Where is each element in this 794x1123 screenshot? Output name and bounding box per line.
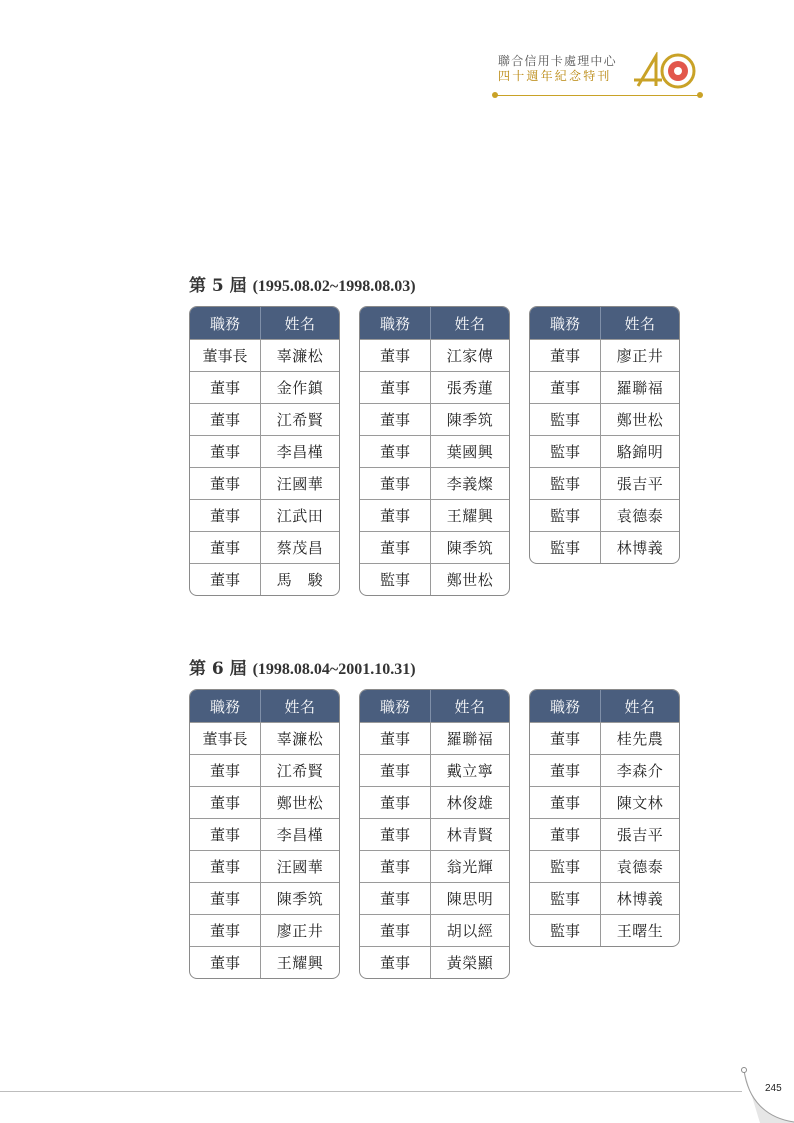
- name-cell: 胡以經: [446, 922, 494, 940]
- table-row: [190, 786, 339, 818]
- header-name: 姓名: [454, 697, 486, 716]
- term-label: 第 6 屆: [189, 659, 247, 679]
- roster-table-term6-col1: [189, 689, 340, 979]
- role-cell: 董事: [190, 755, 261, 786]
- role-cell: 監事: [530, 532, 601, 563]
- name-cell: 袁德泰: [616, 507, 664, 525]
- role-cell: 董事: [360, 404, 431, 435]
- role-cell: 董事: [360, 468, 431, 499]
- role-cell: 董事: [360, 915, 431, 946]
- name-cell: 王耀興: [276, 954, 324, 972]
- role-cell: 董事: [530, 787, 601, 818]
- table-row: [530, 531, 679, 563]
- role-cell: 董事: [190, 500, 261, 531]
- role-cell: 董事: [360, 372, 431, 403]
- table-row: [190, 371, 339, 403]
- role-cell: 董事: [360, 819, 431, 850]
- table-row: [360, 403, 509, 435]
- roster-table-term5-col2: [359, 306, 510, 596]
- footer-rule: [0, 1091, 742, 1092]
- header-role: 職務: [360, 307, 431, 339]
- table-row: [190, 946, 339, 978]
- role-cell: 董事: [190, 915, 261, 946]
- roster-header: [530, 307, 679, 339]
- name-cell: 張吉平: [616, 826, 664, 844]
- role-cell: 董事: [530, 340, 601, 371]
- header-role: 職務: [190, 690, 261, 722]
- table-row: [360, 499, 509, 531]
- role-cell: 董事: [360, 723, 431, 754]
- table-row: [360, 339, 509, 371]
- table-row: [530, 467, 679, 499]
- name-cell: 汪國華: [276, 858, 324, 876]
- table-row: [530, 754, 679, 786]
- name-cell: 廖正井: [276, 922, 324, 940]
- role-cell: 監事: [530, 404, 601, 435]
- name-cell: 林博義: [616, 539, 664, 557]
- table-row: [530, 435, 679, 467]
- table-row: [530, 403, 679, 435]
- name-cell: 林俊雄: [446, 794, 494, 812]
- table-row: [530, 818, 679, 850]
- table-row: [190, 850, 339, 882]
- role-cell: 董事: [360, 340, 431, 371]
- term-date-range: (1995.08.02~1998.08.03): [252, 278, 416, 295]
- section-title-term-5: [189, 271, 416, 296]
- name-cell: 辜濂松: [276, 730, 324, 748]
- role-cell: 董事: [360, 436, 431, 467]
- name-cell: 葉國興: [446, 443, 494, 461]
- name-cell: 林青賢: [446, 826, 494, 844]
- roster-header: [530, 690, 679, 722]
- roster-table-term5-col3: [529, 306, 680, 564]
- role-cell: 董事: [190, 532, 261, 563]
- role-cell: 董事: [190, 947, 261, 978]
- name-cell: 陳季筑: [276, 890, 324, 908]
- role-cell: 董事長: [190, 723, 261, 754]
- role-cell: 董事: [190, 787, 261, 818]
- term-date-range: (1998.08.04~2001.10.31): [252, 661, 416, 678]
- table-row: [530, 499, 679, 531]
- roster-table-term5-col1: [189, 306, 340, 596]
- table-row: [190, 531, 339, 563]
- role-cell: 董事: [360, 883, 431, 914]
- header-name: 姓名: [624, 314, 656, 333]
- role-cell: 監事: [530, 436, 601, 467]
- table-row: [530, 850, 679, 882]
- name-cell: 鄭世松: [616, 411, 664, 429]
- header-role: 職務: [530, 307, 601, 339]
- name-cell: 江家傳: [446, 347, 494, 365]
- header-rule-dot-right: [697, 92, 703, 98]
- page-number: 245: [765, 1083, 782, 1094]
- role-cell: 監事: [530, 851, 601, 882]
- name-cell: 馬 駿: [276, 571, 324, 589]
- name-cell: 江武田: [276, 507, 324, 525]
- name-cell: 陳季筑: [446, 539, 494, 557]
- name-cell: 蔡茂昌: [276, 539, 324, 557]
- role-cell: 董事: [360, 851, 431, 882]
- table-row: [530, 786, 679, 818]
- name-cell: 鄭世松: [446, 571, 494, 589]
- table-row: [190, 882, 339, 914]
- header-text: [498, 54, 617, 84]
- header-name: 姓名: [284, 314, 316, 333]
- corner-dot-icon: [742, 1068, 747, 1073]
- table-row: [360, 371, 509, 403]
- section-title-term-6: [189, 654, 416, 679]
- name-cell: 袁德泰: [616, 858, 664, 876]
- footer-page-corner: [730, 1060, 794, 1123]
- table-row: [190, 435, 339, 467]
- header-role: 職務: [190, 307, 261, 339]
- table-row: [360, 914, 509, 946]
- table-row: [190, 403, 339, 435]
- name-cell: 張吉平: [616, 475, 664, 493]
- name-cell: 鄭世松: [276, 794, 324, 812]
- roster-table-term6-col3: [529, 689, 680, 947]
- role-cell: 董事: [530, 755, 601, 786]
- table-row: [190, 722, 339, 754]
- role-cell: 董事: [360, 787, 431, 818]
- name-cell: 辜濂松: [276, 347, 324, 365]
- header-org-name: 聯合信用卡處理中心: [498, 54, 617, 68]
- name-cell: 陳季筑: [446, 411, 494, 429]
- role-cell: 監事: [530, 883, 601, 914]
- table-row: [190, 818, 339, 850]
- table-row: [360, 531, 509, 563]
- role-cell: 董事: [360, 532, 431, 563]
- table-row: [530, 339, 679, 371]
- header-name: 姓名: [624, 697, 656, 716]
- role-cell: 董事: [530, 723, 601, 754]
- name-cell: 李義燦: [446, 475, 494, 493]
- name-cell: 黃榮顯: [446, 954, 494, 972]
- role-cell: 董事: [360, 755, 431, 786]
- name-cell: 王曙生: [616, 922, 664, 940]
- name-cell: 林博義: [616, 890, 664, 908]
- name-cell: 王耀興: [446, 507, 494, 525]
- role-cell: 監事: [530, 500, 601, 531]
- anniversary-40-logo: [624, 52, 700, 90]
- name-cell: 張秀蓮: [446, 379, 494, 397]
- table-row: [360, 754, 509, 786]
- table-row: [360, 786, 509, 818]
- role-cell: 董事: [190, 436, 261, 467]
- table-row: [190, 914, 339, 946]
- header-name: 姓名: [454, 314, 486, 333]
- role-cell: 董事: [360, 947, 431, 978]
- role-cell: 監事: [530, 915, 601, 946]
- role-cell: 董事: [530, 819, 601, 850]
- roster-header: [360, 307, 509, 339]
- role-cell: 董事: [190, 372, 261, 403]
- table-row: [530, 722, 679, 754]
- role-cell: 董事: [190, 851, 261, 882]
- header-rule: [494, 95, 700, 96]
- role-cell: 董事長: [190, 340, 261, 371]
- role-cell: 董事: [360, 500, 431, 531]
- header-rule-dot-left: [492, 92, 498, 98]
- table-row: [530, 882, 679, 914]
- roster-table-term6-col2: [359, 689, 510, 979]
- table-row: [360, 563, 509, 595]
- header-role: 職務: [530, 690, 601, 722]
- role-cell: 董事: [190, 883, 261, 914]
- role-cell: 監事: [530, 468, 601, 499]
- header-name: 姓名: [284, 697, 316, 716]
- table-row: [360, 882, 509, 914]
- table-row: [530, 371, 679, 403]
- table-row: [360, 435, 509, 467]
- table-row: [190, 499, 339, 531]
- table-row: [530, 914, 679, 946]
- page-header: [494, 50, 704, 100]
- table-row: [360, 467, 509, 499]
- name-cell: 駱錦明: [616, 443, 664, 461]
- table-row: [190, 754, 339, 786]
- name-cell: 廖正井: [616, 347, 664, 365]
- table-row: [190, 563, 339, 595]
- roster-header: [360, 690, 509, 722]
- role-cell: 董事: [190, 819, 261, 850]
- name-cell: 汪國華: [276, 475, 324, 493]
- term-label: 第 5 屆: [189, 276, 247, 296]
- roster-header: [190, 307, 339, 339]
- name-cell: 羅聯福: [446, 730, 494, 748]
- name-cell: 李昌槿: [276, 443, 324, 461]
- role-cell: 董事: [190, 564, 261, 595]
- table-row: [360, 946, 509, 978]
- table-row: [190, 467, 339, 499]
- name-cell: 羅聯福: [616, 379, 664, 397]
- roster-header: [190, 690, 339, 722]
- header-publication-title: 四十週年紀念特刊: [498, 69, 612, 83]
- role-cell: 董事: [530, 372, 601, 403]
- name-cell: 金作鎮: [276, 379, 324, 397]
- name-cell: 陳文林: [616, 794, 664, 812]
- name-cell: 桂先農: [616, 730, 664, 748]
- table-row: [360, 818, 509, 850]
- table-row: [360, 722, 509, 754]
- name-cell: 戴立寧: [446, 762, 494, 780]
- name-cell: 江希賢: [276, 762, 324, 780]
- name-cell: 翁光輝: [446, 858, 494, 876]
- name-cell: 江希賢: [276, 411, 324, 429]
- header-role: 職務: [360, 690, 431, 722]
- role-cell: 董事: [190, 404, 261, 435]
- role-cell: 監事: [360, 564, 431, 595]
- table-row: [360, 850, 509, 882]
- name-cell: 陳思明: [446, 890, 494, 908]
- name-cell: 李森介: [616, 762, 664, 780]
- name-cell: 李昌槿: [276, 826, 324, 844]
- role-cell: 董事: [190, 468, 261, 499]
- table-row: [190, 339, 339, 371]
